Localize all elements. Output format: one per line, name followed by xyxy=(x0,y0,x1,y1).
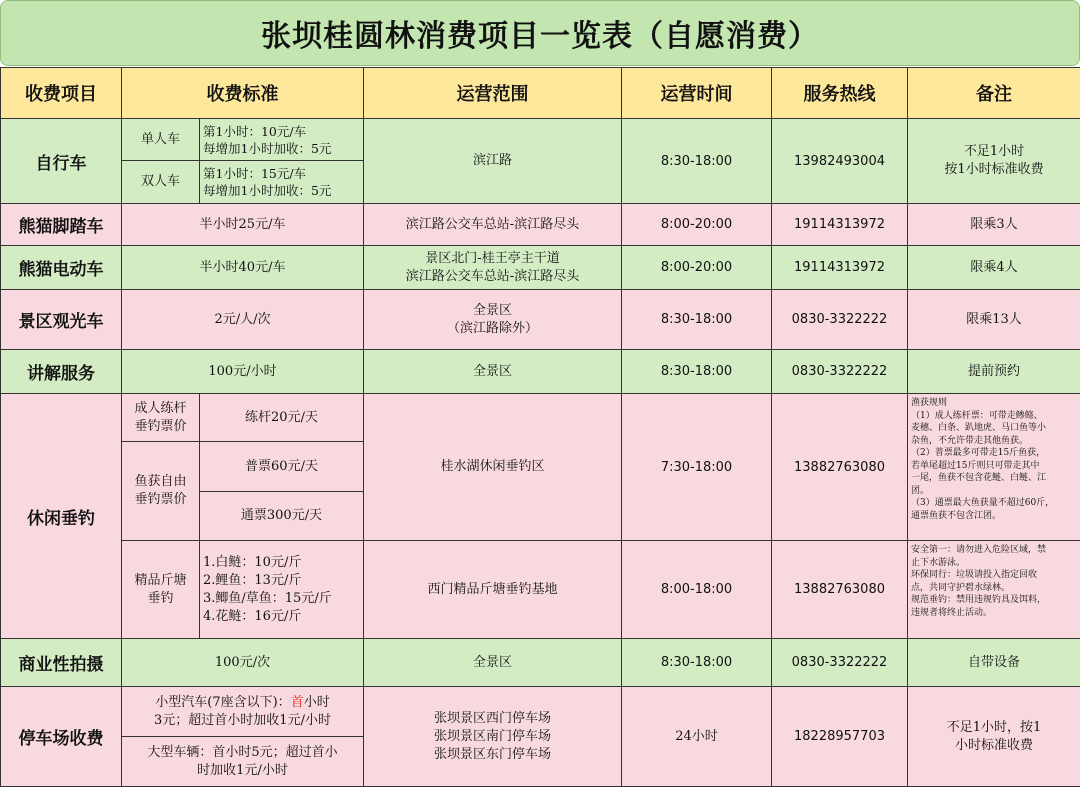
category-photo: 商业性拍摄 xyxy=(1,639,122,687)
panda-pedal-phone: 19114313972 xyxy=(772,204,908,246)
table-row xyxy=(1,290,1080,350)
fishing-lake-range: 桂水湖休闲垂钓区 xyxy=(364,394,622,541)
bike-note: 不足1小时 按1小时标准收费 xyxy=(908,119,1080,204)
fishing-safety-rules: 安全第一：请勿进入危险区域，禁 止下水游泳。 环保同行：垃圾请投入指定回收 点，共同守护碧水绿林。 规范垂钓：禁用违规钓具及饵料， 违规者将终止活动。 xyxy=(908,541,1080,639)
parking-note: 不足1小时，按1 小时标准收费 xyxy=(908,687,1080,787)
page-title: 张坝桂圆林消费项目一览表（自愿消费） xyxy=(0,0,1080,66)
fishing-adult-label: 成人练杆 垂钓票价 xyxy=(122,394,200,442)
fishing-adult-rate: 练杆20元/天 xyxy=(200,394,364,442)
fishing-pond-rate: 1.白鲢：10元/斤 2.鲤鱼：13元/斤 3.鲫鱼/草鱼：15元/斤 4.花鲢：16元/斤 xyxy=(200,541,364,639)
fishing-normal-rate: 普票60元/天 xyxy=(200,442,364,492)
sightseeing-note: 限乘13人 xyxy=(908,290,1080,350)
category-sightseeing: 景区观光车 xyxy=(1,290,122,350)
fishing-pond-phone: 13882763080 xyxy=(772,541,908,639)
bike-double-label: 双人车 xyxy=(122,161,200,204)
table-row xyxy=(1,246,1080,290)
fishing-pass-rate: 通票300元/天 xyxy=(200,492,364,541)
header-time: 运营时间 xyxy=(622,68,772,119)
header-hotline: 服务热线 xyxy=(772,68,908,119)
photo-time: 8:30-18:00 xyxy=(622,639,772,687)
table-row xyxy=(1,687,1080,737)
fishing-lake-phone: 13882763080 xyxy=(772,394,908,541)
header-standard: 收费标准 xyxy=(122,68,364,119)
guide-phone: 0830-3322222 xyxy=(772,350,908,394)
panda-electric-range: 景区北门-桂王亭主干道 滨江路公交车总站-滨江路尽头 xyxy=(364,246,622,290)
sightseeing-time: 8:30-18:00 xyxy=(622,290,772,350)
parking-time: 24小时 xyxy=(622,687,772,787)
table-row xyxy=(1,119,1080,161)
category-panda-pedal: 熊猫脚踏车 xyxy=(1,204,122,246)
photo-note: 自带设备 xyxy=(908,639,1080,687)
parking-first-highlight: 首 xyxy=(290,694,304,710)
sightseeing-rate: 2元/人/次 xyxy=(122,290,364,350)
panda-pedal-time: 8:00-20:00 xyxy=(622,204,772,246)
parking-phone: 18228957703 xyxy=(772,687,908,787)
table-row xyxy=(1,350,1080,394)
table-row xyxy=(1,541,1080,639)
guide-time: 8:30-18:00 xyxy=(622,350,772,394)
fishing-catch-rules: 渔获规则 （1）成人练杆票：可带走鲹鲦、 麦穗、白条、趴地虎、马口鱼等小 杂鱼，不允许带走其他鱼获。 （2）普票最多可带走15斤鱼获， 若单尾超过15斤则只可带走其中 一尾，鱼获不包含花鲢、白鲢、江 团。 （3）通票最大鱼获量不超过60斤， 通票鱼获不包含江团。 xyxy=(908,394,1080,541)
panda-pedal-rate: 半小时25元/车 xyxy=(122,204,364,246)
category-panda-electric: 熊猫电动车 xyxy=(1,246,122,290)
header-range: 运营范围 xyxy=(364,68,622,119)
panda-pedal-note: 限乘3人 xyxy=(908,204,1080,246)
bike-single-label: 单人车 xyxy=(122,119,200,161)
fishing-pond-time: 8:00-18:00 xyxy=(622,541,772,639)
sightseeing-range: 全景区 （滨江路除外） xyxy=(364,290,622,350)
table-row xyxy=(1,394,1080,442)
guide-rate: 100元/小时 xyxy=(122,350,364,394)
bike-time: 8:30-18:00 xyxy=(622,119,772,204)
category-fishing: 休闲垂钓 xyxy=(1,394,122,639)
photo-phone: 0830-3322222 xyxy=(772,639,908,687)
bike-double-rate: 第1小时：15元/车 每增加1小时加收：5元 xyxy=(200,161,364,204)
bike-phone: 13982493004 xyxy=(772,119,908,204)
panda-electric-rate: 半小时40元/车 xyxy=(122,246,364,290)
photo-rate: 100元/次 xyxy=(122,639,364,687)
parking-small-rate: 小型汽车(7座含以下)：首小时 3元；超过首小时加收1元/小时 xyxy=(122,687,364,737)
fishing-pond-label: 精品斤塘 垂钓 xyxy=(122,541,200,639)
parking-range: 张坝景区西门停车场 张坝景区南门停车场 张坝景区东门停车场 xyxy=(364,687,622,787)
header-item: 收费项目 xyxy=(1,68,122,119)
parking-large-rate: 大型车辆：首小时5元；超过首小 时加收1元/小时 xyxy=(122,737,364,787)
sightseeing-phone: 0830-3322222 xyxy=(772,290,908,350)
fee-table xyxy=(0,67,1080,787)
bike-single-rate: 第1小时：10元/车 每增加1小时加收：5元 xyxy=(200,119,364,161)
photo-range: 全景区 xyxy=(364,639,622,687)
fishing-lake-time: 7:30-18:00 xyxy=(622,394,772,541)
table-row xyxy=(1,639,1080,687)
table-row xyxy=(1,204,1080,246)
bike-range: 滨江路 xyxy=(364,119,622,204)
category-guide: 讲解服务 xyxy=(1,350,122,394)
fishing-pond-range: 西门精品斤塘垂钓基地 xyxy=(364,541,622,639)
header-note: 备注 xyxy=(908,68,1080,119)
category-parking: 停车场收费 xyxy=(1,687,122,787)
panda-electric-phone: 19114313972 xyxy=(772,246,908,290)
guide-note: 提前预约 xyxy=(908,350,1080,394)
panda-pedal-range: 滨江路公交车总站-滨江路尽头 xyxy=(364,204,622,246)
category-bike: 自行车 xyxy=(1,119,122,204)
table-header-row xyxy=(1,68,1080,119)
guide-range: 全景区 xyxy=(364,350,622,394)
fishing-catch-label: 鱼获自由 垂钓票价 xyxy=(122,442,200,541)
panda-electric-time: 8:00-20:00 xyxy=(622,246,772,290)
panda-electric-note: 限乘4人 xyxy=(908,246,1080,290)
